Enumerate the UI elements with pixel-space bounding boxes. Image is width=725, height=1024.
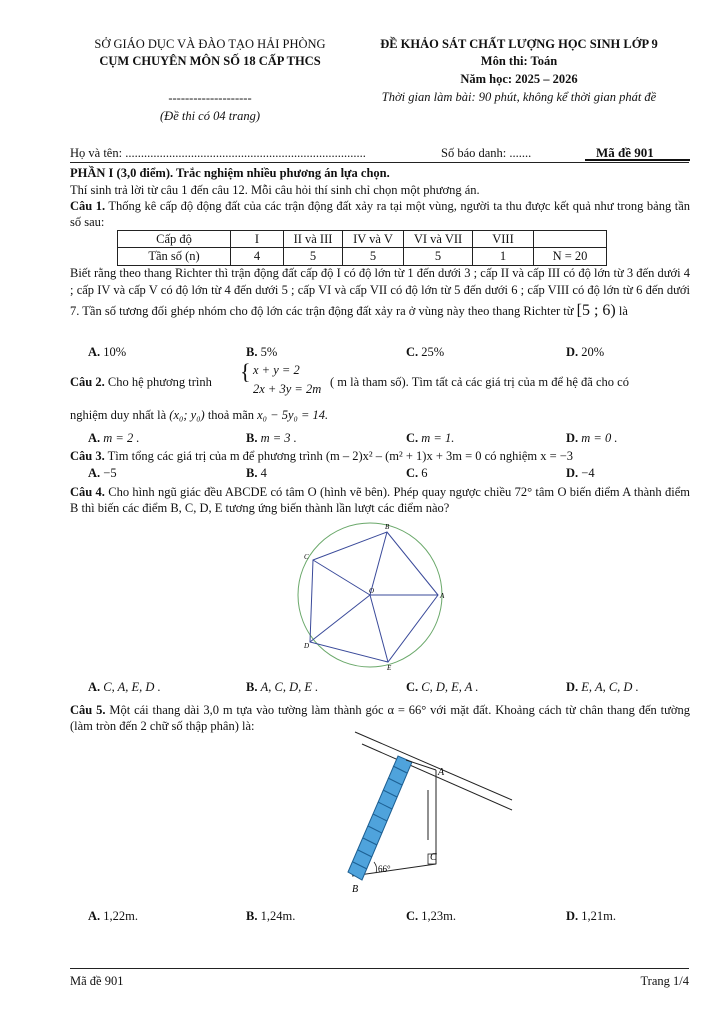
q2-eq1: x + y = 2 — [253, 363, 300, 377]
option-key: D. — [566, 431, 579, 445]
option-key: B. — [246, 680, 258, 694]
option-key: A. — [88, 909, 101, 923]
option-text: 6 — [421, 466, 428, 480]
q1-interval: [5 ; 6) — [576, 301, 616, 319]
table-cell: IV và V — [343, 231, 404, 248]
q2-line2-a: nghiệm duy nhất là — [70, 408, 167, 422]
header-dashes: -------------------- — [168, 91, 252, 105]
student-name-field: Họ và tên: ............................................................................. — [70, 146, 366, 160]
student-id-field: Số báo danh: ....... — [441, 146, 532, 160]
option-key: C. — [406, 909, 419, 923]
option-text: m = 3 . — [260, 431, 297, 445]
option-text: m = 1. — [421, 431, 455, 445]
footer-page-number: Trang 1/4 — [640, 974, 689, 988]
q1-label: Câu 1. — [70, 199, 106, 213]
radius-oe — [370, 595, 388, 662]
option-text: E, A, C, D . — [581, 680, 639, 694]
q4-text — [70, 484, 690, 517]
option-text: 5% — [260, 345, 278, 359]
q5-option-d[interactable] — [566, 908, 616, 924]
q1-option-c[interactable] — [406, 344, 444, 360]
point-b-label: B — [385, 523, 390, 531]
page-count-note: (Đề thi có 04 trang) — [160, 109, 260, 123]
option-text: 1,21m. — [581, 909, 617, 923]
q1-text — [70, 198, 690, 231]
q5-label: Câu 5. — [70, 703, 106, 717]
option-key: D. — [566, 466, 579, 480]
table-cell: Cấp độ — [118, 231, 231, 248]
subject-label: Môn thi: Toán — [480, 54, 558, 68]
q2-line2-b: thoả mãn — [207, 408, 254, 422]
option-text: C, A, E, D . — [103, 680, 161, 694]
exam-code: Mã đề 901 — [596, 145, 654, 160]
point-d-label: D — [304, 642, 310, 650]
footer-rule — [70, 968, 689, 969]
q1-body-text: Biết rằng theo thang Richter thì trận động đất cấp độ I có độ lớn từ 1 đến dưới 3 ; cấp II và cấp III có độ lớn từ 3 đến dưới 4 ; cấp IV và cấp V có độ lớn từ 4 đến dưới 5 ; cấp VI và cấp VII có độ lớn từ 5 đến dưới 6 ; cấp VIII có độ lớn từ 6 đến dưới 7. Tần số tương đối ghép nhóm cho độ lớn các trận động đất xảy ra ở vùng này theo thang Richter từ — [70, 266, 690, 318]
q3-option-d[interactable] — [566, 465, 595, 481]
table-cell: II và III — [284, 231, 343, 248]
school-year: Năm học: 2025 – 2026 — [460, 72, 578, 86]
table-cell: N = 20 — [534, 248, 607, 265]
q4-option-b[interactable] — [246, 679, 318, 695]
angle-arc — [374, 862, 377, 873]
option-text: 1,23m. — [421, 909, 457, 923]
part1-intro: Thí sinh trả lời từ câu 1 đến câu 12. Mỗi câu hỏi thí sinh chỉ chọn một phương án. — [70, 183, 480, 197]
time-note: Thời gian làm bài: 90 phút, không kể thời gian phát đề — [381, 90, 657, 104]
option-text: 1,24m. — [260, 909, 296, 923]
option-key: A. — [88, 680, 101, 694]
option-key: D. — [566, 345, 579, 359]
option-key: D. — [566, 909, 579, 923]
exam-title: ĐỀ KHẢO SÁT CHẤT LƯỢNG HỌC SINH LỚP 9 — [380, 37, 658, 51]
q4-stem: Cho hình ngũ giác đều ABCDE có tâm O (hình vẽ bên). Phép quay ngược chiều 72° tâm O biến điểm A thành điểm B thì biến các điểm B, C, D, E tương ứng biến thành lần lượt các điểm nào? — [70, 485, 690, 516]
q5-option-a[interactable] — [88, 908, 138, 924]
q2-option-d[interactable] — [566, 430, 618, 446]
q5-stem: Một cái thang dài 3,0 m tựa vào tường làm thành góc α = 66° với mặt đất. Khoảng cách từ chân thang đến tường (làm tròn đến 2 chữ số thập phân) là: — [70, 703, 691, 734]
q4-option-c[interactable] — [406, 679, 478, 695]
option-key: B. — [246, 466, 258, 480]
q1-body — [70, 265, 690, 322]
frequency-table-data-row — [118, 248, 607, 265]
radius-od — [310, 595, 370, 642]
point-b-label: B — [352, 884, 359, 895]
table-cell: Tần số (n) — [118, 248, 231, 265]
q1-option-a[interactable] — [88, 344, 126, 360]
table-cell: I — [231, 231, 284, 248]
q3-option-a[interactable] — [88, 465, 117, 481]
option-text: C, D, E, A . — [421, 680, 479, 694]
option-text: m = 2 . — [103, 431, 140, 445]
q4-option-a[interactable] — [88, 679, 161, 695]
option-text: −4 — [581, 466, 595, 480]
footer-exam-code: Mã đề 901 — [70, 974, 124, 988]
q2-label: Câu 2. — [70, 375, 105, 389]
q4-option-d[interactable] — [566, 679, 639, 695]
q5-option-c[interactable] — [406, 908, 456, 924]
point-a-label: A — [438, 767, 445, 778]
q2-after: ( m là tham số). Tìm tất cả các giá trị của m để hệ đã cho có — [330, 375, 629, 389]
option-text: 25% — [421, 345, 445, 359]
q2-lead — [70, 374, 212, 390]
ladder-figure — [340, 730, 520, 900]
q1-tail: là — [618, 303, 628, 318]
option-key: B. — [246, 909, 258, 923]
option-key: A. — [88, 431, 101, 445]
option-key: C. — [406, 345, 419, 359]
center-o-label: O — [369, 587, 375, 595]
table-cell: 5 — [404, 248, 473, 265]
table-cell: 5 — [284, 248, 343, 265]
option-text: −5 — [103, 466, 117, 480]
option-text: 1,22m. — [103, 909, 139, 923]
option-text: 10% — [103, 345, 127, 359]
point-c-label: C — [430, 852, 437, 863]
frequency-table-header-row — [118, 231, 607, 248]
q2-eq2: 2x + 3y = 2m — [253, 382, 322, 396]
q1-option-b[interactable] — [246, 344, 277, 360]
q2-condition: x₀ − 5y₀ = 14. — [257, 408, 329, 422]
q2-pair: (x₀; y₀) — [169, 408, 205, 422]
radius-oc — [313, 560, 370, 595]
student-line-rule — [70, 162, 689, 163]
q2-line2 — [70, 407, 328, 423]
q4-label: Câu 4. — [70, 485, 105, 499]
angle-label: 66° — [378, 864, 391, 874]
q3-option-c[interactable] — [406, 465, 428, 481]
pentagon-abcde — [310, 532, 438, 662]
option-key: A. — [88, 345, 101, 359]
q2-option-b[interactable] — [246, 430, 297, 446]
radius-ob — [370, 532, 387, 595]
table-cell: VI và VII — [404, 231, 473, 248]
table-cell: 1 — [473, 248, 534, 265]
option-key: A. — [88, 466, 101, 480]
department-name: SỞ GIÁO DỤC VÀ ĐÀO TẠO HẢI PHÒNG — [94, 37, 326, 51]
point-c-label: C — [304, 553, 309, 561]
option-key: D. — [566, 680, 579, 694]
part1-title: PHẦN I (3,0 điểm). Trắc nghiệm nhiều phương án lựa chọn. — [70, 166, 390, 180]
q2-brace: { — [240, 359, 251, 384]
q3-option-b[interactable] — [246, 465, 267, 481]
point-a-label: A — [440, 592, 445, 600]
q3-stem: Tìm tổng các giá trị của m để phương trình (m – 2)x² – (m² + 1)x + 3m = 0 có nghiệm x = −3 — [107, 449, 574, 463]
option-text: 4 — [260, 466, 267, 480]
cluster-name: CỤM CHUYÊN MÔN SỐ 18 CẤP THCS — [99, 54, 321, 68]
option-key: B. — [246, 431, 258, 445]
table-cell: 4 — [231, 248, 284, 265]
q1-option-d[interactable] — [566, 344, 604, 360]
table-cell: 5 — [343, 248, 404, 265]
frequency-table — [117, 230, 607, 266]
option-key: C. — [406, 680, 419, 694]
q1-stem: Thống kê cấp độ động đất của các trận động đất xảy ra tại một vùng, người ta thu được kết quả như trong bảng tần số sau: — [70, 199, 691, 230]
option-key: C. — [406, 466, 419, 480]
option-key: C. — [406, 431, 419, 445]
option-text: 20% — [581, 345, 605, 359]
q2-option-c[interactable] — [406, 430, 454, 446]
q3-label: Câu 3. — [70, 449, 105, 463]
exam-code-underline — [585, 159, 690, 161]
table-cell: VIII — [473, 231, 534, 248]
pentagon-figure — [290, 520, 450, 676]
q3-text — [70, 448, 573, 464]
q2-option-a[interactable] — [88, 430, 140, 446]
q2-lead-text: Cho hệ phương trình — [107, 375, 212, 389]
option-text: A, C, D, E . — [260, 680, 319, 694]
table-cell — [534, 231, 607, 248]
option-key: B. — [246, 345, 258, 359]
option-text: m = 0 . — [581, 431, 618, 445]
point-e-label: E — [387, 664, 392, 672]
wall-line-1 — [355, 732, 512, 800]
q5-option-b[interactable] — [246, 908, 295, 924]
